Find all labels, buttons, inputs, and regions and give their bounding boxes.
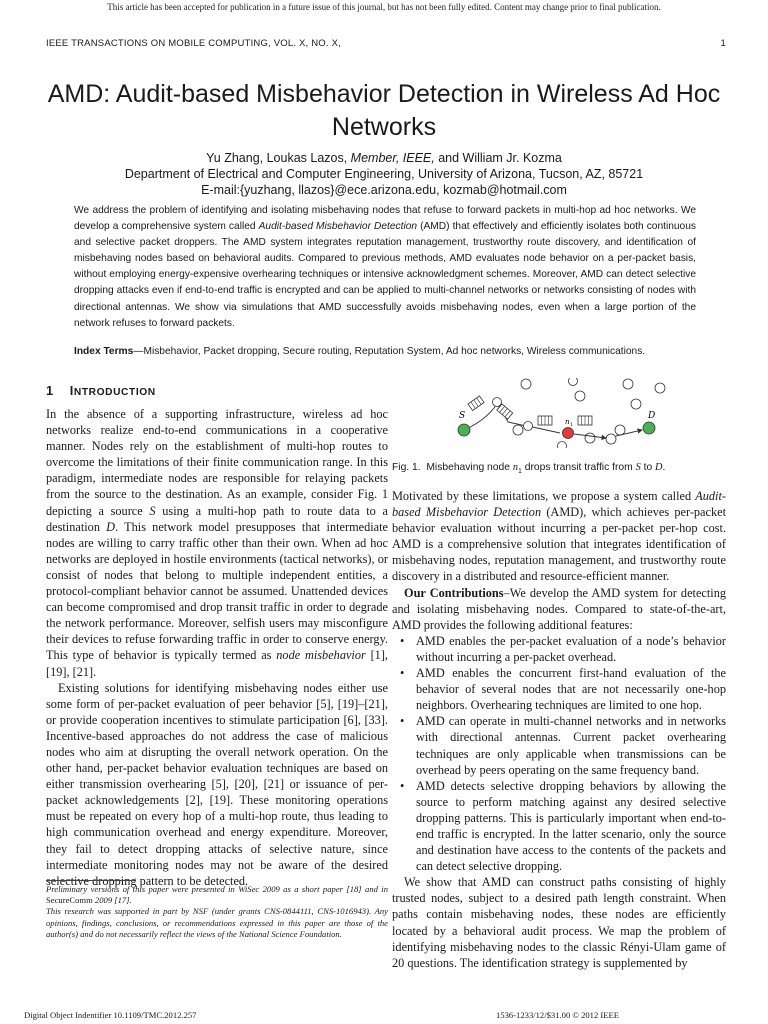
relay-node [493, 398, 502, 407]
left-column [46, 406, 388, 889]
journal-name: IEEE TRANSACTIONS ON MOBILE COMPUTING, VOL. X, NO. X, [46, 38, 341, 49]
math-var-s: S [149, 503, 156, 518]
section-heading [46, 383, 156, 398]
author-block [30, 150, 738, 198]
caption-label: Fig. 1. [392, 462, 421, 473]
member-ieee: Member, IEEE, [350, 151, 435, 165]
relay-node [524, 422, 533, 431]
abstract-text-a: We address the problem of identifying and isolating misbehaving nodes that refuse to forward packets in multi-hop ad hoc networks. We develop a comprehensive system called [74, 205, 696, 233]
system-name: Audit-based Misbehavior Detection [392, 489, 726, 520]
math-sub: 1 [517, 468, 522, 476]
doi-footer: Digital Object Indentifier 10.1109/TMC.2012.257 [24, 1010, 197, 1020]
figure-caption [392, 461, 726, 479]
math-var-d: D [106, 519, 116, 534]
paper-title: AMD: Audit-based Misbehavior Detection in Wireless Ad Hoc Networks [47, 80, 721, 141]
label-destination: D [648, 411, 656, 421]
text-run: . [662, 462, 666, 473]
abstract-text-b: (AMD) that effectively and efficiently isolates both continuous and selective packet droppers. The AMD system integrates reputation management, trustworthy route discovery, and identification of misbehaving nodes based on behavioral audits. Compared to previous methods, AMD evaluates node behavior on a per-packet basis, without employing energy-expensive overhearing techniques or intensive acknowledgment schemes. Moreover, AMD can detect selective dropping attacks even if end-to-end traffic is encrypted and can be applied to multi-channel networks or networks consisting of nodes with directional antennas. We show via simulations that AMD successfully avoids misbehaving nodes, even when a large portion of the network refuses to forward packets. [74, 221, 696, 329]
results-paragraph: We show that AMD can construct paths consisting of highly trusted nodes, subject to a desired path length constraint. When paths contain misbehaving nodes, these nodes are efficiently located by a behavioral audit process. We map the problem of identifying misbehaving nodes to the classic Rényi-Ulam game of 20 questions. The identification strategy is supplemented by [392, 875, 726, 970]
abstract [74, 203, 696, 332]
text-run: to [640, 462, 656, 473]
venue-name: SecureComm [46, 895, 93, 906]
packet-queue [538, 416, 552, 425]
source-node [458, 424, 470, 436]
network-node [569, 378, 578, 386]
contributions-label: Our Contributions [404, 585, 504, 600]
text-run: [1], [19], [21]. [46, 648, 388, 679]
text-run: . This network model presupposes that intermediate nodes are willing to carry traffic other than their own. When ad hoc networks are deployed in hostile environments (tactical networks), or consist of nodes that belong to multiple independent entities, a protocol-compliant behavior cannot be assumed. Unattended devices can become compromised and drop transit traffic in order to degrade the network performance. Moreover, selfish users may misconfigure their devices to refuse forwarding traffic in order to conserve energy. This type of behavior is typically termed as [46, 519, 388, 663]
math-var-n: n [512, 462, 518, 473]
network-node [631, 399, 641, 409]
list-item: • AMD enables the concurrent first-hand evaluation of the behavior of several nodes that are not necessarily one-hop neighbors. Overhearing techniques are limited to one hop. [392, 665, 726, 713]
email-line: E-mail:{yuzhang, llazos}@ece.arizona.edu, kozmab@hotmail.com [201, 183, 567, 197]
term-node-misbehavior: node misbehavior [276, 648, 366, 663]
math-var-s: S [635, 462, 641, 473]
issn-footer: 1536-1233/12/$31.00 © 2012 IEEE [496, 1010, 620, 1020]
network-diagram [450, 378, 690, 448]
misbehaving-node [563, 428, 574, 439]
intro-paragraph-2: Existing solutions for identifying misbehaving nodes either use some form of per-packet evaluation of peer behavior [5], [19]–[21], or provide cooperation incentives to stimulate participation [6], [33]. Incentive-based approaches do not address the case of malicious nodes who aim at disrupting the overall network operation. On the other hand, per-packet behavior evaluation techniques are based on either transmission overhearing [5], [20], [21] or issuance of per-packet acknowledgements [2], [19]. These monitoring operations must be repeated on every hop of a multi-hop route, thus leading to high communication overhead and energy expenditure. Moreover, they fail to detect dropping attacks of selective nature, since intermediate monitoring nodes may not be aware of the desired selective dropping pattern to be detected. [46, 680, 388, 888]
footnote-preliminary [46, 884, 388, 906]
contributions-paragraph [392, 585, 726, 633]
path-link [528, 426, 560, 433]
contributions-list [392, 633, 726, 874]
text-run: (AMD), which achieves per-packet behavior evaluation without incurring a per-packet per-hop cost. AMD is a comprehensive solution that integrates identification of misbehaving nodes, reputation management, and trustworthy route discovery in a distributed and resource-efficient manner. [392, 505, 726, 584]
text-run: –We develop the AMD system for detecting and isolating misbehaving nodes. Compared to state-of-the-art, AMD provides the following additional features: [392, 585, 726, 632]
right-column [392, 488, 726, 971]
text-run: Preliminary versions of this paper were presented in WiSec 2009 as a short paper [18] and in [46, 884, 388, 894]
list-item: • AMD can operate in multi-channel networks and in networks with directional antennas. Current packet overhearing techniques are only applicable when transmissions can be overhead by peers operating on the same frequency band. [392, 713, 726, 777]
list-item: • AMD detects selective dropping behaviors by allowing the source to perform matching against any desired selective dropping patterns. This is particularly important when end-to-end traffic is encrypted. In the latter scenario, only the source and destination have access to the contents of the packets and can detect selective dropping. [392, 778, 726, 875]
text-run: 2009 [17]. [92, 895, 132, 906]
author-names-b: and William Jr. Kozma [434, 151, 562, 165]
relay-node [606, 434, 616, 444]
list-item: • AMD enables the per-packet evaluation of a node’s behavior without incurring a per-packet overhead. [392, 633, 726, 665]
network-node [615, 425, 625, 435]
network-node [513, 425, 523, 435]
author-names-a: Yu Zhang, Loukas Lazos, [206, 151, 351, 165]
author-names [206, 151, 562, 165]
text-run: using a multi-hop path to route data to a destination [46, 503, 388, 534]
intro-paragraph-1 [46, 406, 388, 680]
network-node [623, 379, 633, 389]
publication-notice: This article has been accepted for publication in a future issue of this journal, but has not been fully edited. Content may change prior to final publication. [107, 2, 661, 12]
footnotes [46, 884, 388, 940]
label-n-sub: 1 [570, 422, 574, 428]
label-n: n [565, 418, 570, 426]
packet-queue [468, 396, 484, 411]
index-terms-text: —Misbehavior, Packet dropping, Secure routing, Reputation System, Ad hoc networks, Wireless communications. [133, 346, 646, 357]
network-node [655, 383, 665, 393]
section-number: 1 [46, 383, 54, 398]
text-run: In the absence of a supporting infrastructure, wireless ad hoc networks realize end-to-end communications in a cooperative manner. Nodes rely on the establishment of multi-hop routes to overcome the limitations of their finite communication range. In this paradigm, intermediate nodes are responsible for relaying packets from the source to the destination. As an example, consider Fig. 1 depicting a source [46, 407, 388, 518]
index-terms-label: Index Terms [74, 346, 134, 357]
math-var-d: D [655, 462, 663, 473]
abstract-system-name: Audit-based Misbehavior Detection [258, 221, 418, 233]
section-title-initial: I [69, 383, 74, 398]
page-number: 1 [720, 38, 726, 49]
running-head [46, 38, 726, 49]
network-node [575, 391, 585, 401]
network-node [558, 442, 567, 449]
label-source: S [459, 411, 466, 421]
destination-node [643, 422, 655, 434]
text-run: Motivated by these limitations, we propose a system called [392, 489, 696, 503]
motivation-paragraph [392, 488, 726, 585]
footnote-funding: This research was supported in part by NSF (under grants CNS-0844111, CNS-1016943). Any opinions, findings, conclusions, or recommendations expressed in this paper are those of the author(s) and do not necessarily reflect the views of the National Science Foundation. [46, 906, 388, 939]
network-node [521, 379, 531, 389]
network-node [585, 433, 595, 443]
text-run: drops transit traffic from [521, 462, 636, 473]
packet-queue [578, 416, 592, 425]
footnote-divider [46, 880, 136, 881]
text-run: Misbehaving node [426, 462, 513, 473]
affiliation: Department of Electrical and Computer Engineering, University of Arizona, Tucson, AZ, 85721 [124, 167, 644, 181]
index-terms [74, 345, 696, 359]
section-title-rest: NTRODUCTION [73, 387, 156, 398]
